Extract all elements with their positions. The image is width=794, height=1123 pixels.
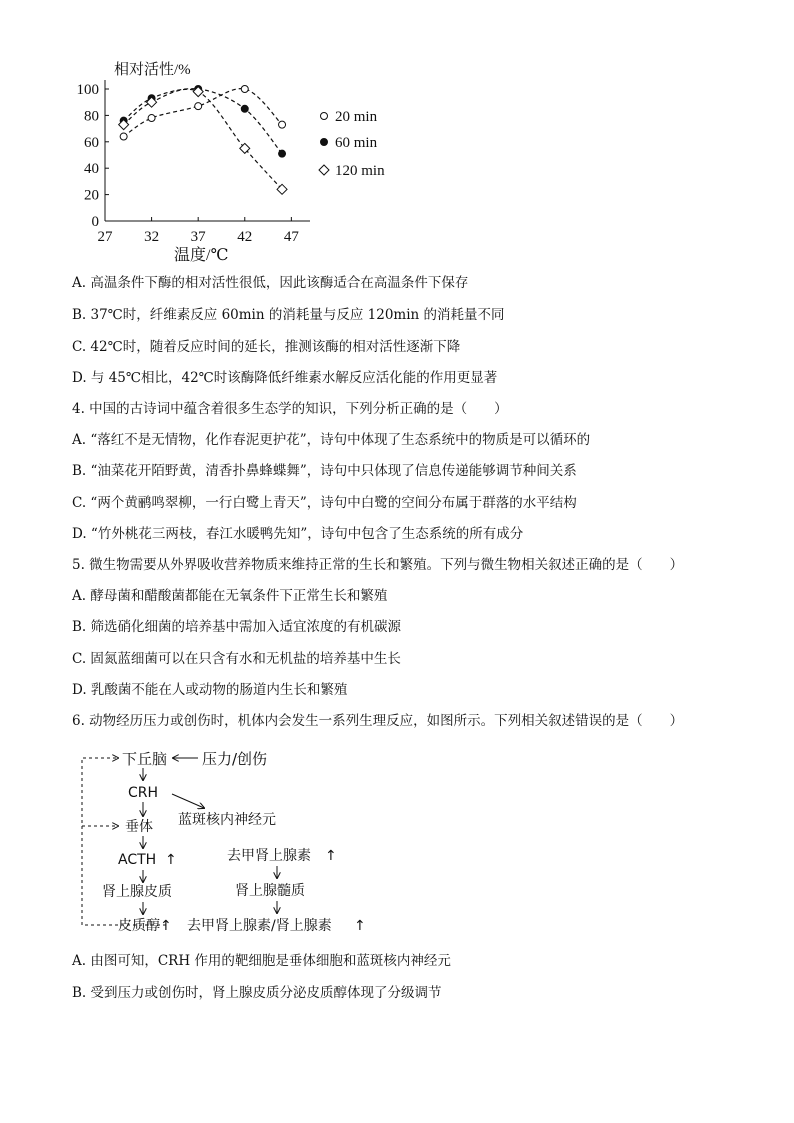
legend-label-60min: 60 min bbox=[335, 135, 378, 151]
cortisol-up-arrow: ↑ bbox=[160, 918, 172, 934]
q3-option-c: C. 42℃时，随着反应时间的延长，推测该酶的相对活性逐渐下降 bbox=[72, 339, 461, 355]
q6-option-a: A. 由图可知，CRH 作用的靶细胞是垂体细胞和蓝斑核内神经元 bbox=[72, 953, 451, 969]
x-tick-label: 32 bbox=[144, 229, 160, 245]
data-point-1 bbox=[279, 150, 286, 157]
node-adrenal-cortex: 肾上腺皮质 bbox=[102, 884, 172, 900]
node-cortisol: 皮质醇 bbox=[118, 918, 160, 934]
q5-option-c: C. 固氮蓝细菌可以在只含有水和无机盐的培养基中生长 bbox=[72, 651, 401, 667]
q4-option-d: D. “竹外桃花三两枝，春江水暖鸭先知”，诗句中包含了生态系统的所有成分 bbox=[72, 526, 524, 542]
arrow-crh-to-locus bbox=[172, 794, 204, 808]
node-norepinephrine: 去甲肾上腺素 bbox=[227, 848, 311, 864]
node-pituitary: 垂体 bbox=[125, 819, 153, 835]
q5-stem: 5. 微生物需要从外界吸收营养物质来维持正常的生长和繁殖。下列与微生物相关叙述正确的是（ ） bbox=[72, 557, 684, 573]
legend-marker-60min bbox=[321, 139, 328, 146]
ne-epi-up-arrow: ↑ bbox=[354, 918, 366, 934]
node-hypothalamus: 下丘脑 bbox=[122, 750, 168, 768]
y-axis-label: 相对活性/% bbox=[114, 62, 191, 78]
q3-option-d: D. 与 45℃相比，42℃时该酶降低纤维素水解反应活化能的作用更显著 bbox=[72, 370, 498, 386]
data-point-0 bbox=[148, 115, 155, 122]
acth-up-arrow: ↑ bbox=[165, 852, 177, 868]
node-stress: 压力/创伤 bbox=[202, 750, 268, 768]
node-acth: ACTH bbox=[118, 852, 157, 868]
q3-option-b: B. 37℃时，纤维素反应 60min 的消耗量与反应 120min 的消耗量不同 bbox=[72, 307, 505, 323]
legend-label-120min: 120 min bbox=[335, 163, 385, 179]
y-axis-ticks bbox=[77, 82, 110, 230]
node-ne-epinephrine: 去甲肾上腺素/肾上腺素 bbox=[187, 918, 332, 934]
data-point-0 bbox=[195, 103, 202, 110]
y-tick-label: 60 bbox=[84, 134, 99, 151]
node-locus-coeruleus: 蓝斑核内神经元 bbox=[178, 812, 276, 828]
data-point-0 bbox=[120, 133, 127, 140]
q4-option-c: C. “两个黄鹂鸣翠柳，一行白鹭上青天”，诗句中白鹭的空间分布属于群落的水平结构 bbox=[72, 495, 577, 511]
data-point-1 bbox=[241, 105, 248, 112]
y-tick-label: 100 bbox=[76, 82, 99, 98]
ne-up-arrow: ↑ bbox=[325, 848, 337, 864]
q5-option-d: D. 乳酸菌不能在人或动物的肠道内生长和繁殖 bbox=[72, 682, 348, 698]
q4-stem: 4. 中国的古诗词中蕴含着很多生态学的知识，下列分析正确的是（ ） bbox=[72, 401, 508, 417]
x-axis-label: 温度/℃ bbox=[174, 247, 229, 264]
x-tick-label: 37 bbox=[190, 229, 206, 245]
q5-option-b: B. 筛选硝化细菌的培养基中需加入适宜浓度的有机碳源 bbox=[72, 619, 402, 635]
series-layer bbox=[119, 86, 287, 195]
data-point-2 bbox=[277, 184, 287, 194]
data-point-0 bbox=[241, 86, 248, 93]
series-line-1 bbox=[124, 89, 282, 154]
x-tick-label: 27 bbox=[97, 229, 113, 245]
q4-option-b: B. “油菜花开陌野黄，清香扑鼻蜂蝶舞”，诗句中只体现了信息传递能够调节种间关系 bbox=[72, 463, 577, 479]
legend-marker-120min bbox=[319, 165, 329, 175]
enzyme-activity-chart bbox=[60, 50, 420, 270]
y-tick-label: 40 bbox=[84, 161, 99, 178]
y-tick-label: 0 bbox=[91, 214, 99, 230]
q6-stem: 6. 动物经历压力或创伤时，机体内会发生一系列生理反应，如图所示。下列相关叙述错误的是（ ） bbox=[72, 713, 684, 729]
q5-option-a: A. 酵母菌和醋酸菌都能在无氧条件下正常生长和繁殖 bbox=[72, 588, 388, 604]
q3-option-a: A. 高温条件下酶的相对活性很低，因此该酶适合在高温条件下保存 bbox=[72, 275, 469, 291]
stress-response-diagram bbox=[72, 742, 392, 942]
series-line-0 bbox=[124, 89, 282, 137]
x-tick-label: 47 bbox=[283, 229, 299, 245]
legend-marker-20min bbox=[321, 113, 328, 120]
legend-label-20min: 20 min bbox=[335, 109, 378, 125]
q6-option-b: B. 受到压力或创伤时，肾上腺皮质分泌皮质醇体现了分级调节 bbox=[72, 985, 442, 1001]
legend bbox=[319, 109, 385, 179]
x-tick-label: 42 bbox=[237, 229, 253, 245]
node-adrenal-medulla: 肾上腺髓质 bbox=[235, 883, 305, 899]
q4-option-a: A. “落红不是无情物，化作春泥更护花”，诗句中体现了生态系统中的物质是可以循环的 bbox=[72, 432, 591, 448]
node-crh: CRH bbox=[128, 785, 159, 801]
y-tick-label: 80 bbox=[84, 108, 99, 125]
y-tick-label: 20 bbox=[84, 187, 99, 204]
data-point-0 bbox=[279, 121, 286, 128]
